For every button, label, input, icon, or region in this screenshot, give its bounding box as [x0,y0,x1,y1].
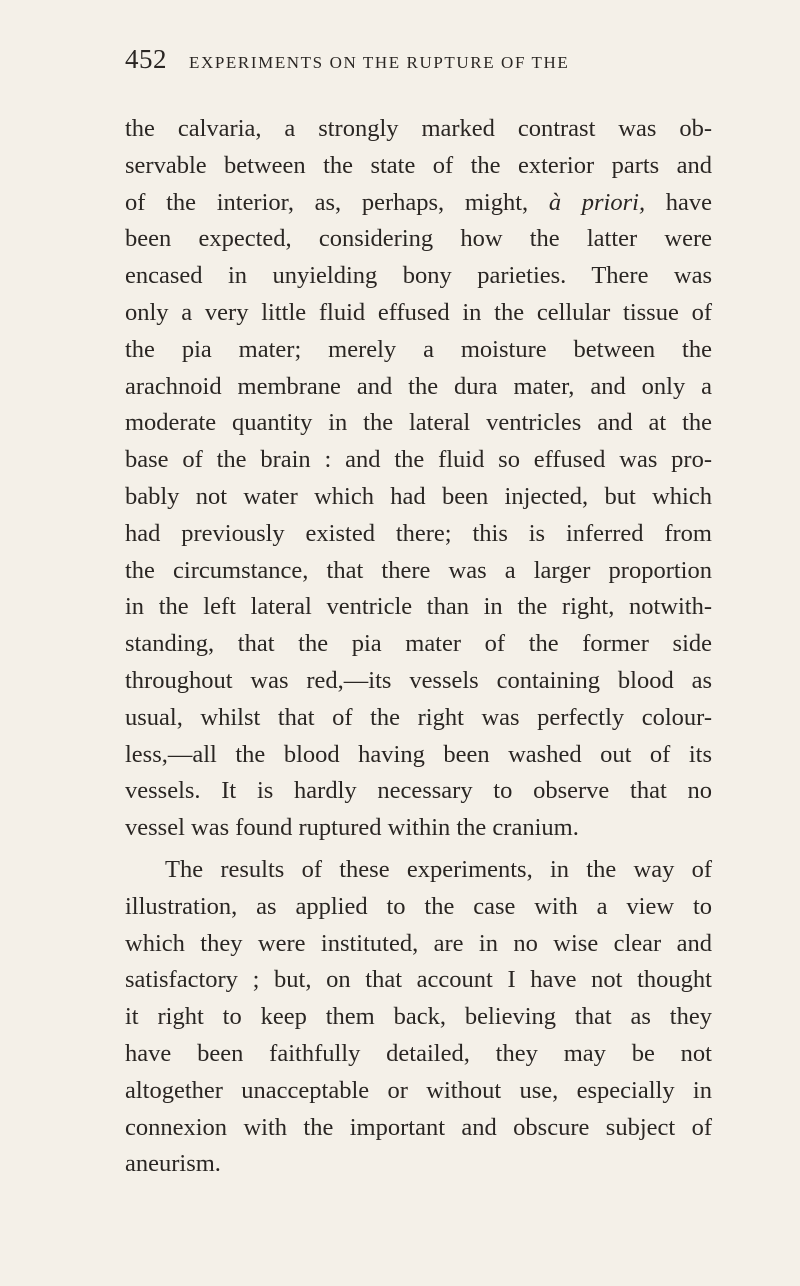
paragraph-2 [125,852,712,1183]
text-line: satisfactory ; but, on that account I have not thought [125,966,712,994]
text-line: The results of these experiments, in the way of [165,856,712,883]
text-line: aneurism. [125,1150,221,1178]
running-head [125,44,685,84]
text-line: less,—all the blood having been washed out of its [125,740,712,768]
text-line [125,185,712,222]
page-number: 452 [125,44,167,74]
text-segment: of the interior, as, perhaps, might, [125,188,549,216]
text-line: altogether unacceptable or without use, especially in [125,1076,712,1104]
text-line: bably not water which had been injected, but which [125,482,712,510]
text-line: moderate quantity in the lateral ventricles and at the [125,409,712,437]
text-line: vessel was found ruptured within the cranium. [125,814,579,842]
text-line: illustration, as applied to the case with a view to [125,892,712,920]
text-line: the pia mater; merely a moisture between the [125,335,712,363]
italic-latin-phrase: à priori, [548,188,646,216]
text-line: which they were instituted, are in no wise clear and [125,929,712,957]
text-line: connexion with the important and obscure subject of [125,1113,712,1141]
text-line: base of the brain : and the fluid so effused was pro- [125,446,712,474]
paragraph-1 [125,111,712,847]
text-line: servable between the state of the exterior parts and [125,151,712,179]
running-title: EXPERIMENTS ON THE RUPTURE OF THE [189,53,570,72]
text-line: arachnoid membrane and the dura mater, and only a [125,372,712,400]
text-line: the circumstance, that there was a larger proportion [125,556,712,584]
text-line: encased in unyielding bony parieties. There was [125,262,712,290]
text-line: had previously existed there; this is inferred from [125,519,712,547]
text-line: standing, that the pia mater of the former side [125,630,712,658]
text-line: vessels. It is hardly necessary to observe that no [125,777,712,805]
text-line: in the left lateral ventricle than in the right, notwith- [125,593,712,621]
text-line: usual, whilst that of the right was perfectly colour- [125,703,712,731]
text-segment: have [645,188,713,216]
text-line: it right to keep them back, believing that as they [125,1003,712,1031]
text-line: only a very little fluid effused in the cellular tissue of [125,298,712,326]
text-line: the calvaria, a strongly marked contrast was ob- [125,115,712,142]
text-line: have been faithfully detailed, they may be not [125,1039,712,1067]
text-line: throughout was red,—its vessels containing blood as [125,666,712,694]
text-line: been expected, considering how the latter were [125,225,712,253]
